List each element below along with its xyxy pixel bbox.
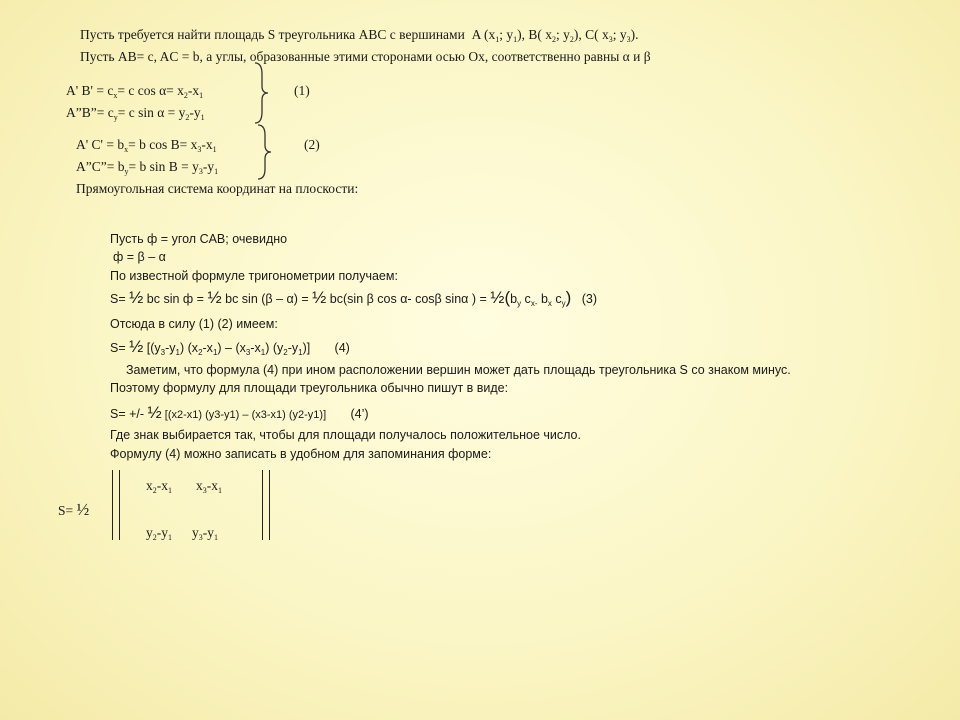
term: -x (201, 137, 213, 152)
system1-label: (1) (294, 83, 310, 98)
determinant-r2c1 (146, 525, 172, 541)
half: ½ (147, 403, 162, 422)
determinant-r1c1 (146, 478, 172, 494)
term: S= (110, 341, 130, 355)
term: -y (287, 341, 299, 355)
term: S= (58, 503, 77, 518)
term: A' C' = b (76, 137, 125, 152)
sub: 3 (626, 35, 631, 44)
sub: 1 (200, 113, 205, 122)
vertex-b-y: ; y (555, 27, 570, 42)
vertex-c: ), C( x (573, 27, 609, 42)
term: [(y (143, 341, 161, 355)
sub: 2 (152, 533, 157, 542)
punct: ). (630, 27, 639, 42)
sub: 2 (185, 113, 190, 122)
system1-row2 (66, 105, 205, 121)
sub: x (547, 299, 552, 308)
term: = c cos α= x (117, 83, 184, 98)
determinant-bar (269, 470, 270, 540)
right-brace-2 (255, 124, 275, 180)
intro-line-1 (80, 27, 638, 43)
sub: 3 (197, 145, 202, 154)
sub: 3 (245, 348, 251, 357)
vertex-b: ), B( x (517, 27, 552, 42)
term: = b sin B = y (128, 159, 199, 174)
sub: x (113, 91, 118, 100)
term: -y (165, 341, 176, 355)
deriv-line-11: Формулу (4) можно записать в удобном для запоминания форме: (110, 447, 492, 461)
sub: 1 (168, 533, 172, 542)
coord-heading: Прямоугольная система координат на плоскости: (76, 181, 359, 196)
half: ½ (76, 500, 90, 519)
sub: x (124, 145, 129, 154)
sub: 2 (152, 486, 157, 495)
term: A”B”= c (66, 105, 114, 120)
determinant-r2c2 (192, 525, 218, 541)
determinant-r1c2 (196, 478, 222, 494)
deriv-line-10: Где знак выбирается так, чтобы для площади получалось положительное число. (110, 428, 581, 442)
term: -x (250, 341, 261, 355)
term: S= +/- (110, 407, 148, 421)
intro-text: Пусть требуется найти площадь S треугольника ABC с вершинами (80, 27, 465, 42)
deriv-formula-4 (110, 339, 350, 356)
term: -y (189, 105, 201, 120)
sub: y (517, 299, 522, 308)
system2-row1 (76, 137, 217, 153)
deriv-formula-3 (110, 290, 597, 307)
half: ½ (129, 337, 144, 356)
term: -y (202, 159, 215, 174)
term: = c sin α = y (117, 105, 186, 120)
determinant-bar (112, 470, 113, 540)
sub: 1 (212, 145, 217, 154)
deriv-line-7: Заметим, что формула (4) при ином расположении вершин может дать площадь треугольника S со знаком минус. (126, 363, 791, 377)
deriv-formula-4-prime (110, 405, 369, 423)
deriv-line-5: Отсюда в силу (1) (2) имеем: (110, 317, 278, 331)
sub: 2 (198, 348, 203, 357)
sub: 1 (199, 91, 204, 100)
deriv-line-1: Пусть ф = угол CAB; очевидно (110, 232, 288, 246)
term: A' B' = c (66, 83, 114, 98)
deriv-line-8: Поэтому формулу для площади треугольника обычно пишут в виде: (110, 381, 509, 395)
sub: 1 (218, 486, 222, 495)
term: -x (187, 83, 200, 98)
sub: y (124, 167, 129, 176)
formula-label: (4’) (350, 407, 369, 421)
term: x (196, 478, 203, 493)
term: ) (x (180, 341, 199, 355)
deriv-line-3: По известной формуле тригонометрии получаем: (110, 269, 398, 283)
sub: 1 (214, 167, 219, 176)
sub: 3 (198, 533, 203, 542)
term: -x (202, 341, 213, 355)
sub: 1 (260, 348, 266, 357)
sub: 1 (168, 486, 172, 495)
term: bc sin (β – α) = (221, 292, 313, 306)
intro-line-2: Пусть AB= c, AC = b, а углы, образованные этими сторонами осью Ox, соответственно равны α и β (80, 49, 651, 64)
vertex-a-y: ; y (499, 27, 514, 42)
term: y (192, 525, 199, 540)
term: bc(sin β cos α- cosβ sinα ) = (326, 292, 491, 306)
sub: 1 (513, 35, 518, 44)
determinant-bar (262, 470, 263, 540)
sub: 1 (175, 348, 180, 357)
term: y (146, 525, 153, 540)
sub: 2 (183, 91, 188, 100)
term: c (521, 292, 531, 306)
formula-label: (4) (334, 341, 350, 355)
term: ) – (x (217, 341, 246, 355)
sub: 2 (569, 35, 574, 44)
system2-label: (2) (304, 137, 320, 152)
half: ½ (312, 288, 327, 307)
term: -x (206, 478, 218, 493)
sub: y (113, 113, 118, 122)
sub: 2 (551, 35, 556, 44)
term: b (510, 292, 518, 306)
term: -y (202, 525, 214, 540)
sub: 1 (214, 533, 218, 542)
right-brace-1 (252, 62, 272, 124)
sub: 1 (298, 348, 303, 357)
system1-row1 (66, 83, 203, 99)
sub: 3 (202, 486, 207, 495)
term: bc sin ф = (143, 292, 208, 306)
term: ) (y (265, 341, 284, 355)
term: [(x2-x1) (y3-y1) – (x3-x1) (y2-y1)] (161, 409, 327, 421)
half: ½ (129, 288, 144, 307)
term: x (146, 478, 153, 493)
term: -x (156, 478, 168, 493)
vertex-c-y: ; y (612, 27, 627, 42)
sub: 3 (198, 167, 203, 176)
half: ½ (207, 288, 222, 307)
sub: 2 (283, 348, 288, 357)
sub: y (561, 299, 566, 308)
sub: 1 (212, 348, 218, 357)
term: = b cos B= x (128, 137, 198, 152)
deriv-line-2: ф = β – α (113, 250, 166, 264)
term: S= (110, 292, 130, 306)
term: c (551, 292, 562, 306)
vertex-a: A (x (471, 27, 496, 42)
half: ½( (490, 288, 511, 307)
system2-row2 (76, 159, 218, 175)
determinant-bar (119, 470, 120, 540)
term: -y (156, 525, 168, 540)
formula-label: (3) (581, 292, 598, 306)
sub: 3 (608, 35, 613, 44)
sub: 1 (495, 35, 500, 44)
sub: x- (530, 299, 538, 308)
sub: 3 (160, 348, 166, 357)
term: A”C”= b (76, 159, 125, 174)
determinant-prefix (58, 502, 89, 519)
paren: ) (565, 288, 572, 307)
term: )] (302, 341, 311, 355)
term: b (537, 292, 548, 306)
